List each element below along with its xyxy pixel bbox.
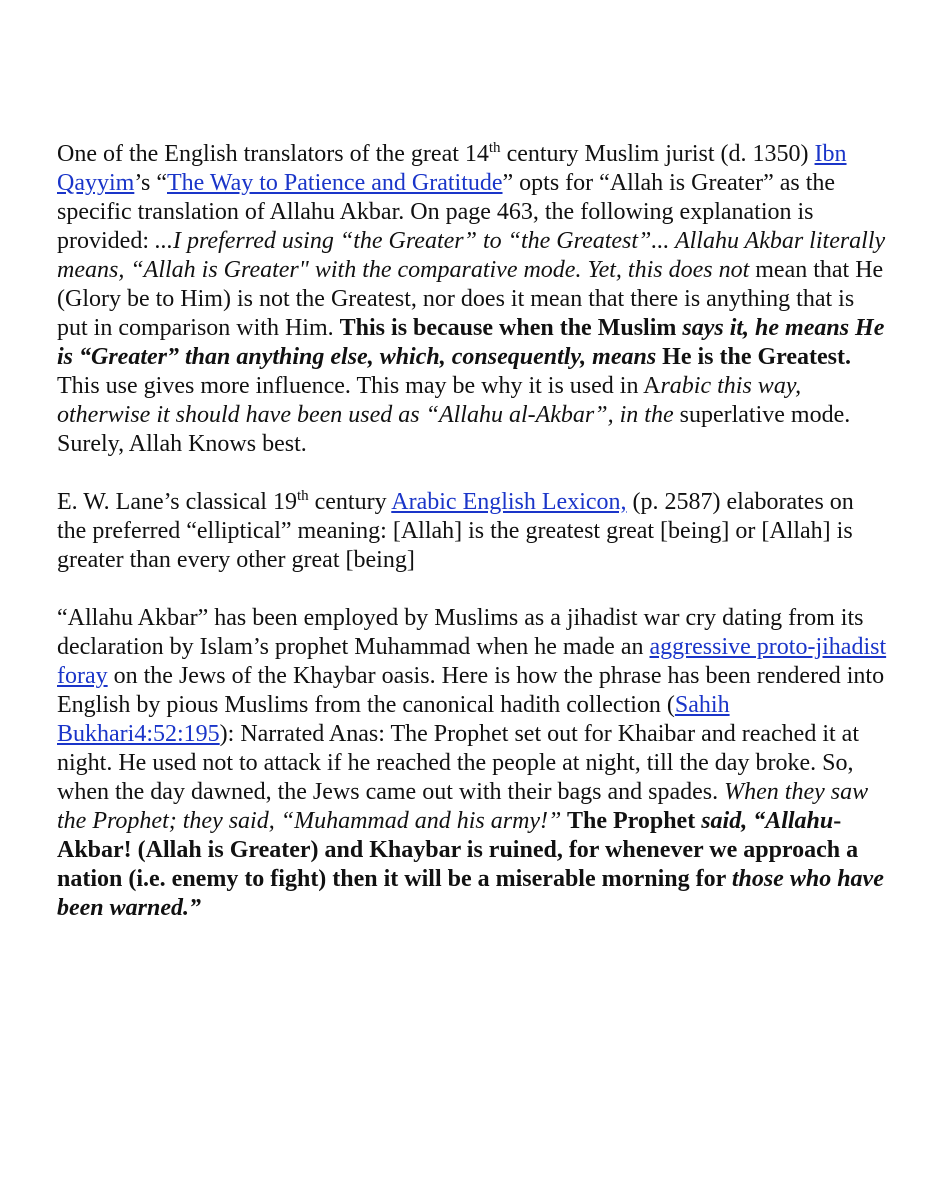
para3-text-2: on the Jews of the Khaybar oasis. Here is how the phrase has been rendered into English by pious Muslims from the canonical hadith collection ( [57, 663, 885, 718]
para1-text-6: This use gives more influence. This may be why it is used in A [57, 373, 661, 399]
link-sahih-bukhari[interactable]: Sahih Bukhari4:52:195 [57, 692, 730, 747]
para1-italic-quote: ...I preferred using “the Greater” to “the Greatest”... Allahu Akbar literally means, “Allah is Greater" with the comparative mode. Yet, this does not [57, 228, 886, 283]
para3-text-1: “Allahu Akbar” has been employed by Muslims as a jihadist war cry dating from its declaration by Islam’s prophet Muhammad when he made an [57, 605, 864, 660]
paragraph-lane-lexicon [57, 488, 887, 575]
para1-text-5: mean that He (Glory be to Him) is not the Greatest, nor does it mean that there is anything that is put in comparison with Him. [57, 257, 884, 341]
para2-text-2: century [308, 489, 392, 515]
para1-bold-1: This is because when the Muslim [339, 315, 683, 341]
para1-bold-italic: says it, he means He is “Greater” than anything else, which, consequently, means [57, 315, 885, 370]
link-arabic-english-lexicon[interactable]: Arabic English Lexicon, [391, 489, 627, 515]
paragraph-war-cry [57, 604, 887, 923]
para2-text-1: E. W. Lane’s classical 19 [57, 489, 297, 515]
para2-superscript: th [296, 488, 309, 504]
para3-italic-1: When they saw the Prophet; they said, “Muhammad and his army!” [57, 779, 869, 834]
para1-text-4: ” opts for “Allah is Greater” as the specific translation of Allahu Akbar. On page 463, the following explanation is provided: [57, 170, 836, 254]
para1-text-3: ’s “ [134, 170, 167, 196]
para3-bold-2: -Akbar! (Allah is Greater) and Khaybar is ruined, for whenever we approach a nation (i.e. enemy to fight) then it will be a miserable morning for [57, 808, 859, 892]
para1-italic-2: rabic this way, otherwise it should have been used as “Allahu al-Akbar”, in the [57, 373, 802, 428]
document-body [57, 140, 887, 952]
para1-superscript: th [488, 140, 501, 156]
paragraph-ibn-qayyim [57, 140, 887, 459]
para3-bold-1: The Prophet [561, 808, 702, 834]
para3-text-3: ): Narrated Anas: The Prophet set out for Khaibar and reached it at night. He used not to attack if he reached the people at night, till the day broke. So, when the day dawned, the Jews came out with their bags and spades. [57, 721, 859, 805]
link-ibn-qayyim[interactable]: Ibn Qayyim [57, 141, 847, 196]
para1-text-2: century Muslim jurist (d. 1350) [500, 141, 815, 167]
para1-text-7: superlative mode. Surely, Allah Knows best. [57, 402, 851, 457]
para2-text-3: (p. 2587) elaborates on the preferred “elliptical” meaning: [Allah] is the greatest great [being] or [Allah] is greater than every other great [being] [57, 489, 854, 573]
para3-bold-italic-1: said, “Allahu [701, 808, 834, 834]
para1-text-1: One of the English translators of the great 14 [57, 141, 489, 167]
para1-bold-2: He is the Greatest. [656, 344, 852, 370]
para3-bold-italic-2: those who have been warned.” [57, 866, 884, 921]
link-way-to-patience[interactable]: The Way to Patience and Gratitude [167, 170, 503, 196]
link-aggressive-foray[interactable]: aggressive proto-jihadist foray [57, 634, 887, 689]
